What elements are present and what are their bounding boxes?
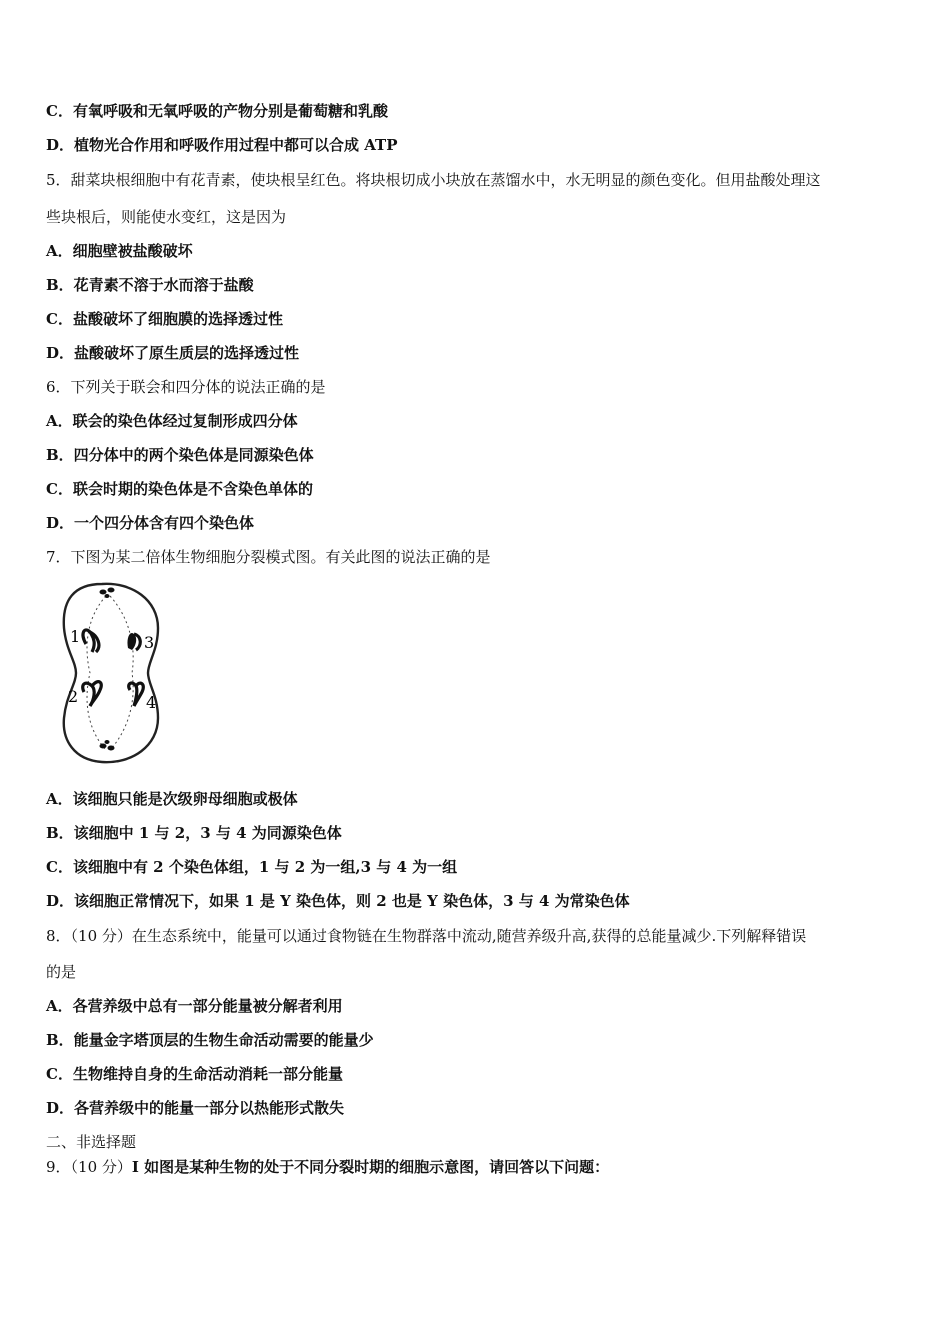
q9-text: I 如图是某种生物的处于不同分裂时期的细胞示意图，请回答以下问题： [131,1158,610,1176]
q9-stem [46,1157,609,1177]
q4-option-d: D．植物光合作用和呼吸作用过程中都可以合成 ATP [46,136,398,154]
q8-stem-line1: 8．（10 分）在生态系统中，能量可以通过食物链在生物群落中流动,随营养级升高,获得的总能量减少.下列解释错误 [46,927,807,945]
section-heading: 二、非选择题 [46,1133,137,1151]
figure-label-4: 4 [146,693,157,712]
q8-option-d: D．各营养级中的能量一部分以热能形式散失 [46,1099,345,1117]
chromosome-4 [129,683,144,706]
centriole-bottom [100,740,115,751]
q6-option-c: C．联会时期的染色体是不含染色单体的 [46,480,313,498]
q7-option-c: C．该细胞中有 2 个染色体组，1 与 2 为一组,3 与 4 为一组 [46,858,458,876]
figure-label-1: 1 [70,627,81,646]
q5-stem-line2: 些块根后，则能使水变红，这是因为 [46,208,287,226]
chromosome-3 [127,633,140,650]
spindle-fiber [87,596,106,750]
spindle-fiber [110,596,133,750]
q8-option-c: C．生物维持自身的生命活动消耗一部分能量 [46,1065,343,1083]
q9-number: 9．（10 分） [46,1158,132,1176]
q5-option-a: A．细胞壁被盐酸破坏 [46,242,193,260]
q6-stem: 6．下列关于联会和四分体的说法正确的是 [46,378,326,396]
q7-option-b: B．该细胞中 1 与 2，3 与 4 为同源染色体 [46,824,342,842]
q5-option-d: D．盐酸破坏了原生质层的选择透过性 [46,344,300,362]
q6-option-a: A．联会的染色体经过复制形成四分体 [46,412,298,430]
q8-stem-line2: 的是 [46,963,77,981]
centriole-top [100,588,115,599]
q7-stem: 7．下图为某二倍体生物细胞分裂模式图。有关此图的说法正确的是 [46,548,491,566]
cell-membrane [64,584,158,762]
q5-option-b: B．花青素不溶于水而溶于盐酸 [46,276,254,294]
q7-option-d: D．该细胞正常情况下，如果 1 是 Y 染色体，则 2 也是 Y 染色体，3 与 4 为常染色体 [46,892,630,910]
q7-option-a: A．该细胞只能是次级卵母细胞或极体 [46,790,298,808]
figure-label-2: 2 [68,687,79,706]
q6-option-b: B．四分体中的两个染色体是同源染色体 [46,446,314,464]
q5-option-c: C．盐酸破坏了细胞膜的选择透过性 [46,310,283,328]
q6-option-d: D．一个四分体含有四个染色体 [46,514,255,532]
q8-option-a: A．各营养级中总有一部分能量被分解者利用 [46,997,343,1015]
q8-option-b: B．能量金字塔顶层的生物生命活动需要的能量少 [46,1031,374,1049]
q4-option-c: C．有氧呼吸和无氧呼吸的产物分别是葡萄糖和乳酸 [46,102,388,120]
q5-stem-line1: 5．甜菜块根细胞中有花青素，使块根呈红色。将块根切成小块放在蒸馏水中，水无明显的颜色变化。但用盐酸处理这 [46,171,821,189]
cell-division-figure [56,578,168,768]
chromosome-1 [83,630,99,652]
figure-label-3: 3 [144,633,155,652]
chromosome-2 [83,682,102,706]
